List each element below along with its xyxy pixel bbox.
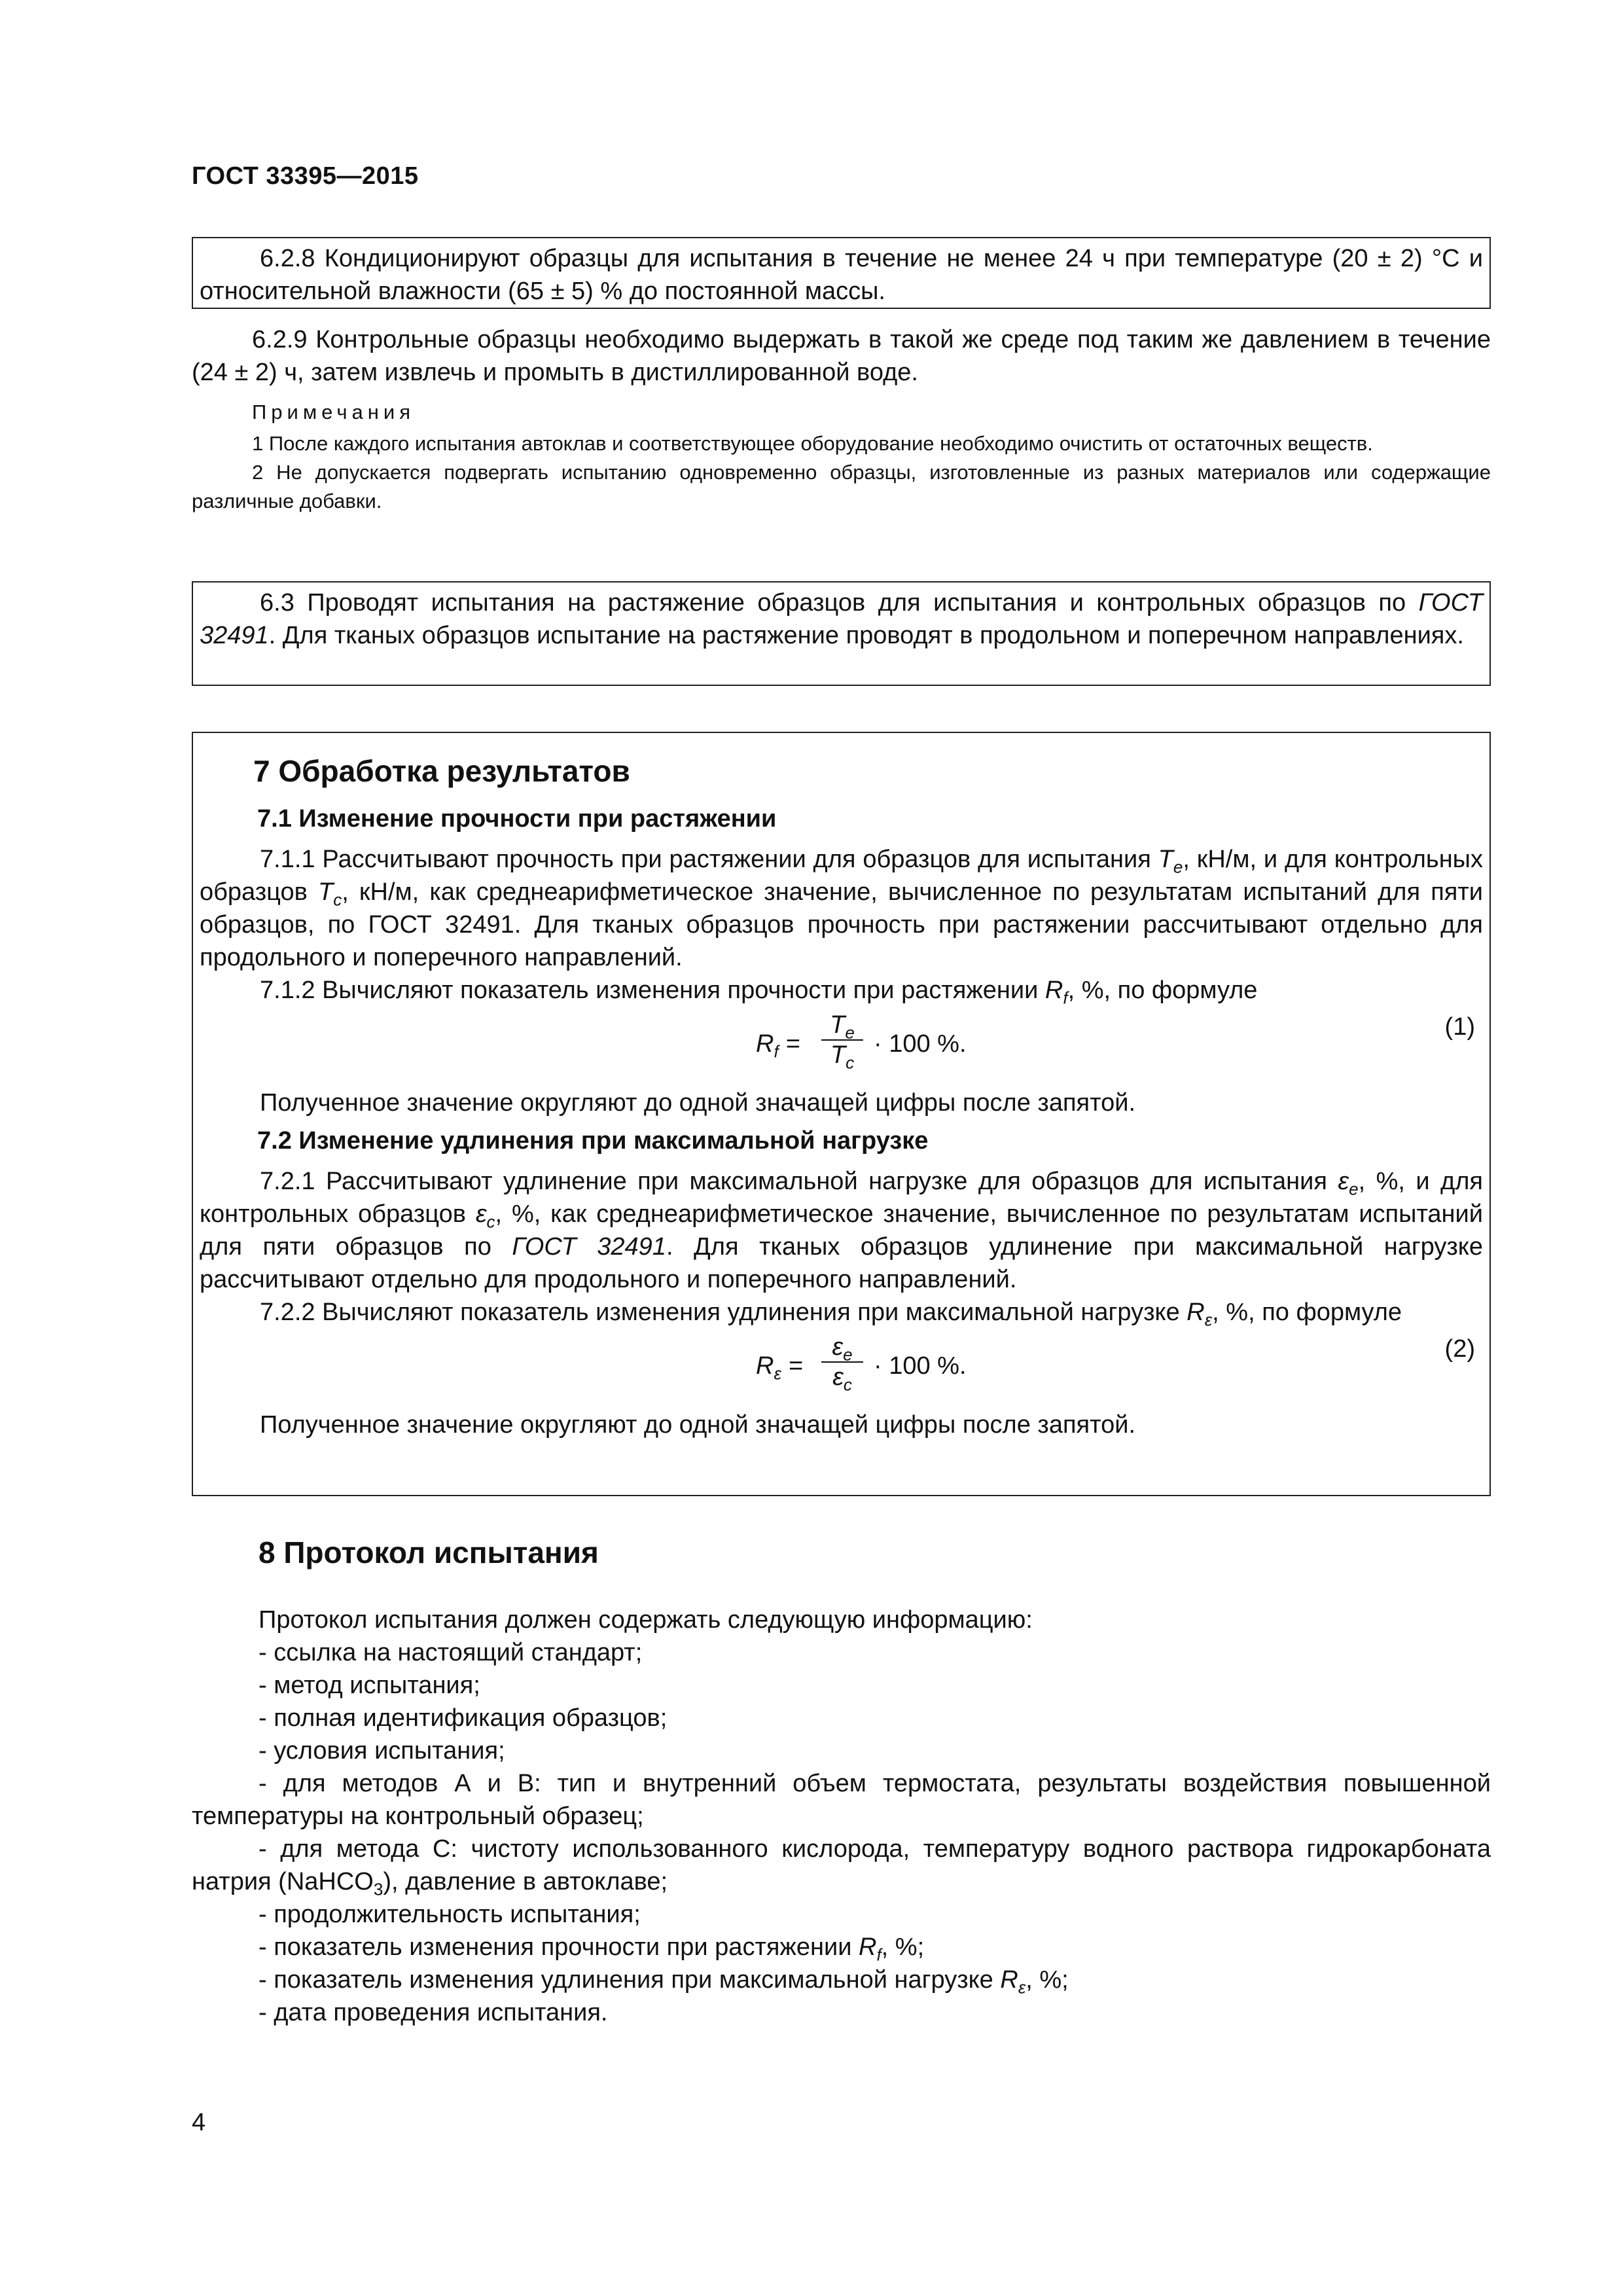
clause-7-2-1-c: , %, как среднеарифметическое значение, вычисленное по результатам испытаний для пяти образцов по xyxy=(200,1200,1483,1261)
clause-7-2-1 xyxy=(200,1165,1483,1296)
clause-7-2-1-b: , %, и для контрольных образцов xyxy=(200,1168,1483,1228)
symbol-te: $T_e$ xyxy=(1158,846,1183,877)
clause-7-2-2 xyxy=(200,1296,1483,1329)
protocol-item-8 xyxy=(259,1931,1491,1964)
symbol-rf: $R_f$ xyxy=(1044,977,1068,1008)
formula-2 xyxy=(200,1329,1483,1402)
symbol-r-epsilon: $R_\varepsilon$ xyxy=(1186,1299,1213,1330)
formula-1-bar xyxy=(821,1039,863,1041)
formula-2-numerator: $\varepsilon_e$ xyxy=(832,1333,853,1365)
protocol-item-6-sub: 3 xyxy=(373,1879,383,1899)
clause-7-1-2 xyxy=(200,974,1483,1007)
protocol-item-9-b: , %; xyxy=(1026,1966,1069,1994)
formula-2-number: (2) xyxy=(1444,1335,1475,1363)
clause-7-1-2-b: , %, по формуле xyxy=(1067,977,1258,1004)
protocol-item-7: - продолжительность испытания; xyxy=(259,1901,641,1928)
formula-1-numerator: $T_e$ xyxy=(830,1011,855,1043)
clause-7-2-1-a: 7.2.1 Рассчитывают удлинение при максимальной нагрузке для образцов для испытания xyxy=(260,1168,1338,1195)
formula-1-fraction xyxy=(821,1011,863,1073)
clause-6-2-9: 6.2.9 Контрольные образцы необходимо выдержать в такой же среде под таким же давлением в течение (24 ± 2) ч, затем извлечь и промыть в дистиллированной воде. xyxy=(192,326,1491,386)
clause-7-1-1-c: , кН/м, как среднеарифметическое значение, вычисленное по результатам испытаний для пяти образцов, по ГОСТ 32491. Для тканых образцов прочность при растяжении рассчитывают отдельно для продольного и поперечного направлений. xyxy=(200,878,1483,971)
formula-2-bar xyxy=(821,1361,863,1363)
page-number: 4 xyxy=(192,2109,206,2136)
rounding-note-1: Полученное значение округляют до одной значащей цифры после запятой. xyxy=(260,1089,1135,1117)
protocol-item-8-b: , %; xyxy=(881,1933,925,1961)
clause-6-2-9-block xyxy=(192,323,1491,389)
clause-7-2-1-d: . Для тканых образцов удлинение при максимальной нагрузке рассчитывают отдельно для продольного и поперечного направлений. xyxy=(200,1233,1483,1293)
notes-heading: Примечания xyxy=(252,401,415,423)
clause-7-2-2-a: 7.2.2 Вычисляют показатель изменения удлинения при максимальной нагрузке xyxy=(260,1299,1187,1326)
clause-6-3-ref: ГОСТ 32491 xyxy=(200,589,1483,649)
box-section-7 xyxy=(192,732,1491,1496)
formula-1 xyxy=(200,1007,1483,1080)
formula-1-lhs: $R_f$ = xyxy=(756,1030,800,1062)
protocol-item-6-b: ), давление в автоклаве; xyxy=(383,1868,668,1895)
section-7-2-title: 7.2 Изменение удлинения при максимальной нагрузке xyxy=(257,1127,929,1155)
notes-block xyxy=(192,398,1491,516)
note-2: 2 Не допускается подвергать испытанию одновременно образцы, изготовленные из разных материалов или содержащие различные добавки. xyxy=(192,461,1491,512)
protocol-item-10: - дата проведения испытания. xyxy=(259,1999,608,2026)
clause-6-2-8: 6.2.8 Кондиционируют образцы для испытания в течение не менее 24 ч при температуре (20 ± 2) °С и относительной влажности (65 ± 5) % до постоянной массы. xyxy=(200,245,1483,305)
symbol-tc: $T_c$ xyxy=(317,878,342,910)
note-1: 1 После каждого испытания автоклав и соответствующее оборудование необходимо очистить от остаточных веществ. xyxy=(252,432,1373,455)
protocol-item-9 xyxy=(259,1964,1491,1996)
symbol-epsilon-c: $\varepsilon_c$ xyxy=(475,1200,495,1232)
formula-1-number: (1) xyxy=(1444,1013,1475,1041)
document-header: ГОСТ 33395—2015 xyxy=(192,162,419,190)
box-clause-6-2-8 xyxy=(192,237,1491,309)
section-8-intro: Протокол испытания должен содержать следующую информацию: xyxy=(259,1606,1033,1634)
formula-1-rhs: · 100 %. xyxy=(874,1030,967,1058)
clause-7-1-1-a: 7.1.1 Рассчитывают прочность при растяжении для образцов для испытания xyxy=(260,846,1158,873)
clause-7-1-1 xyxy=(200,843,1483,974)
protocol-item-8-a: - показатель изменения прочности при растяжении xyxy=(259,1933,859,1961)
protocol-item-4: - условия испытания; xyxy=(259,1737,505,1765)
box-clause-6-3 xyxy=(192,581,1491,686)
protocol-item-5: - для методов А и В: тип и внутренний объем термостата, результаты воздействия повышенной температуры на контрольный образец; xyxy=(192,1770,1491,1830)
clause-7-2-2-b: , %, по формуле xyxy=(1212,1299,1402,1326)
section-7-title: 7 Обработка результатов xyxy=(253,754,630,788)
formula-2-fraction xyxy=(821,1333,863,1395)
formula-2-rhs: · 100 %. xyxy=(874,1352,967,1380)
clause-7-1-2-a: 7.1.2 Вычисляют показатель изменения прочности при растяжении xyxy=(260,977,1045,1004)
protocol-item-8-symbol: $R_f$ xyxy=(858,1933,882,1965)
clause-7-2-1-ref: ГОСТ 32491 xyxy=(512,1233,666,1261)
clause-7-1-1-b: , кН/м, и для контрольных образцов xyxy=(200,846,1483,906)
clause-6-3 xyxy=(200,586,1483,652)
protocol-item-9-a: - показатель изменения удлинения при максимальной нагрузке xyxy=(259,1966,1001,1994)
formula-2-lhs: $R_\varepsilon$ = xyxy=(756,1352,803,1384)
protocol-item-1: - ссылка на настоящий стандарт; xyxy=(259,1639,643,1666)
protocol-item-3: - полная идентификация образцов; xyxy=(259,1704,668,1732)
symbol-epsilon-e: $\varepsilon_e$ xyxy=(1338,1168,1359,1199)
section-8 xyxy=(192,1533,1491,2029)
protocol-item-6 xyxy=(192,1833,1491,1898)
protocol-item-6-a: - для метода С: чистоту использованного кислорода, температуру водного раствора гидрокарбоната натрия (NaHCO xyxy=(192,1835,1491,1895)
protocol-item-9-symbol: $R_\varepsilon$ xyxy=(1000,1966,1026,1998)
rounding-note-2: Полученное значение округляют до одной значащей цифры после запятой. xyxy=(260,1411,1135,1439)
clause-6-3-suffix: . Для тканых образцов испытание на растяжение проводят в продольном и поперечном направлениях. xyxy=(268,622,1464,649)
formula-1-denominator: $T_c$ xyxy=(830,1041,855,1073)
formula-2-denominator: $\varepsilon_c$ xyxy=(832,1363,852,1395)
clause-6-3-prefix: 6.3 Проводят испытания на растяжение образцов для испытания и контрольных образцов по xyxy=(260,589,1419,617)
section-7-1-title: 7.1 Изменение прочности при растяжении xyxy=(257,805,777,833)
section-8-title: 8 Протокол испытания xyxy=(259,1535,599,1570)
protocol-item-2: - метод испытания; xyxy=(259,1672,480,1699)
